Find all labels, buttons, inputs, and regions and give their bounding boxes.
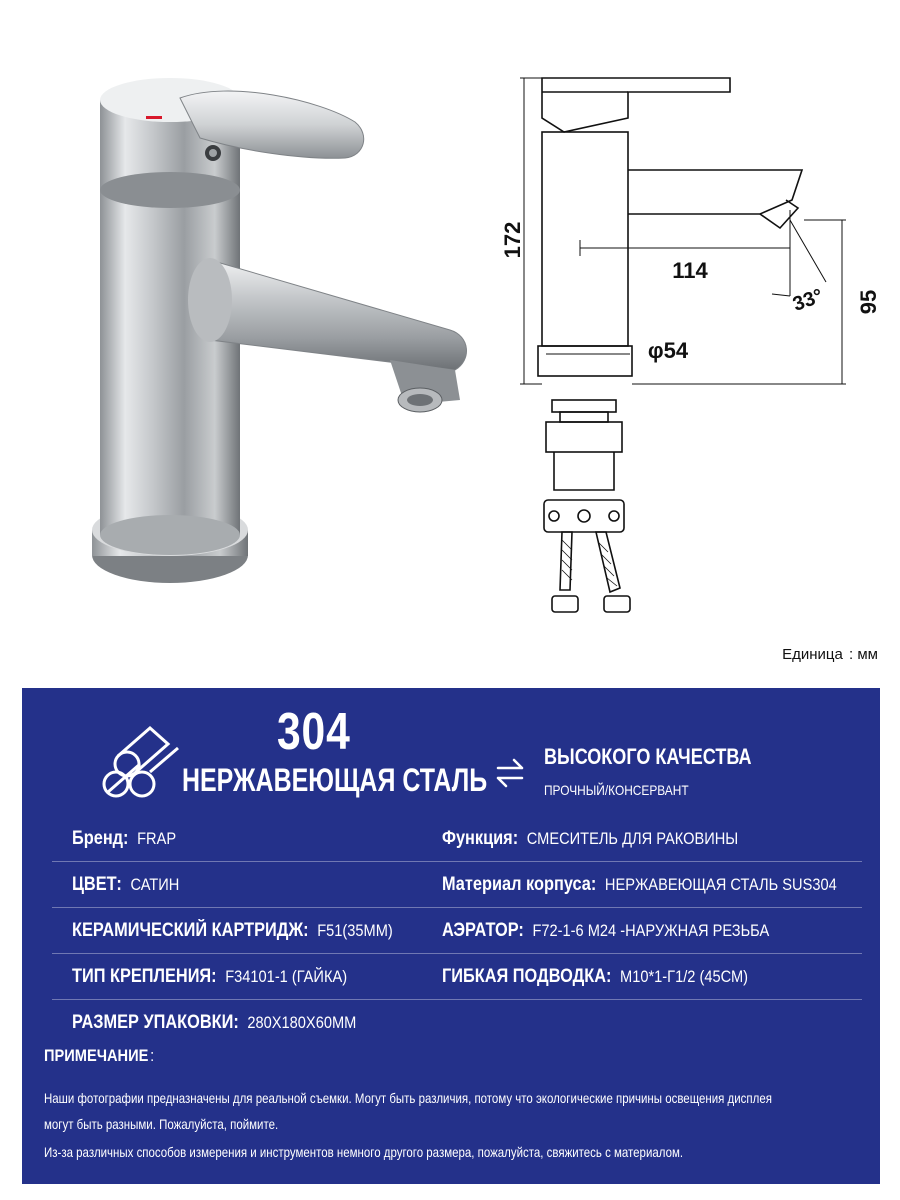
spec-label: АЭРАТОР: (442, 920, 524, 941)
note-title (44, 1046, 154, 1066)
spec-label: Бренд: (72, 828, 129, 849)
steel-pipes-icon (98, 714, 188, 804)
dim-angle: 33° (789, 284, 826, 316)
spec-value: СМЕСИТЕЛЬ ДЛЯ РАКОВИНЫ (526, 829, 739, 848)
spec-value: FRAP (137, 829, 177, 848)
dim-height: 172 (500, 221, 525, 259)
faucet-photo (60, 60, 500, 620)
spec-label: РАЗМЕР УПАКОВКИ: (72, 1012, 239, 1033)
spec-cartridge (72, 920, 393, 942)
unit-value: : мм (849, 646, 878, 663)
steel-subtitle: НЕРЖАВЕЮЩАЯ СТАЛЬ (182, 762, 488, 798)
spec-value: САТИН (130, 875, 180, 894)
dim-diameter: φ54 (647, 338, 689, 363)
spec-row (52, 816, 862, 862)
spec-row (52, 1000, 862, 1045)
spec-aerator (442, 920, 769, 942)
spec-function (442, 828, 738, 850)
note-line: Из-за различных способов измерения и инструментов немного другого размера, пожалуйста, свяжитесь с материалом. (44, 1144, 684, 1160)
spec-label: КЕРАМИЧЕСКИЙ КАРТРИДЖ: (72, 920, 309, 941)
spec-label: ЦВЕТ: (72, 874, 122, 895)
spec-value: 280X180X60ММ (247, 1013, 357, 1032)
spec-hose (442, 966, 748, 988)
note-title-colon: : (150, 1046, 155, 1065)
spec-label: Материал корпуса: (442, 874, 597, 895)
spec-brand (72, 828, 176, 850)
spec-row (52, 954, 862, 1000)
spec-material (442, 874, 837, 896)
note-line: Наши фотографии предназначены для реальной съемки. Могут быть различия, потому что экологические причины освещения дисплея (44, 1090, 772, 1106)
swap-arrows-icon (492, 756, 528, 790)
spec-value: F72-1-6 M24 -НАРУЖНАЯ РЕЗЬБА (532, 921, 770, 940)
spec-table (52, 816, 862, 1045)
spec-package (72, 1012, 356, 1034)
spec-panel (22, 688, 880, 1184)
unit-note (780, 646, 878, 663)
spec-value: НЕРЖАВЕЮЩАЯ СТАЛЬ SUS304 (604, 875, 837, 894)
technical-drawing (480, 60, 890, 640)
spec-row (52, 908, 862, 954)
spec-mount (72, 966, 347, 988)
note-title-text: ПРИМЕЧАНИЕ (44, 1046, 149, 1065)
dim-spout-height: 95 (856, 289, 881, 315)
dim-reach: 114 (672, 258, 708, 283)
note-line: могут быть разными. Пожалуйста, поймите. (44, 1116, 279, 1132)
spec-value: F51(35ММ) (317, 921, 393, 940)
spec-color (72, 874, 179, 896)
quality-subtitle: ПРОЧНЫЙ/КОНСЕРВАНТ (544, 782, 689, 798)
spec-label: Функция: (442, 828, 519, 849)
spec-label: ГИБКАЯ ПОДВОДКА: (442, 966, 612, 987)
unit-label: Единица (782, 646, 843, 663)
quality-title: ВЫСОКОГО КАЧЕСТВА (544, 744, 752, 769)
steel-grade: 304 (277, 703, 351, 761)
spec-row (52, 862, 862, 908)
spec-value: M10*1-Г1/2 (45СМ) (620, 967, 749, 986)
spec-value: F34101-1 (ГАЙКА) (225, 967, 348, 986)
spec-label: ТИП КРЕПЛЕНИЯ: (72, 966, 217, 987)
